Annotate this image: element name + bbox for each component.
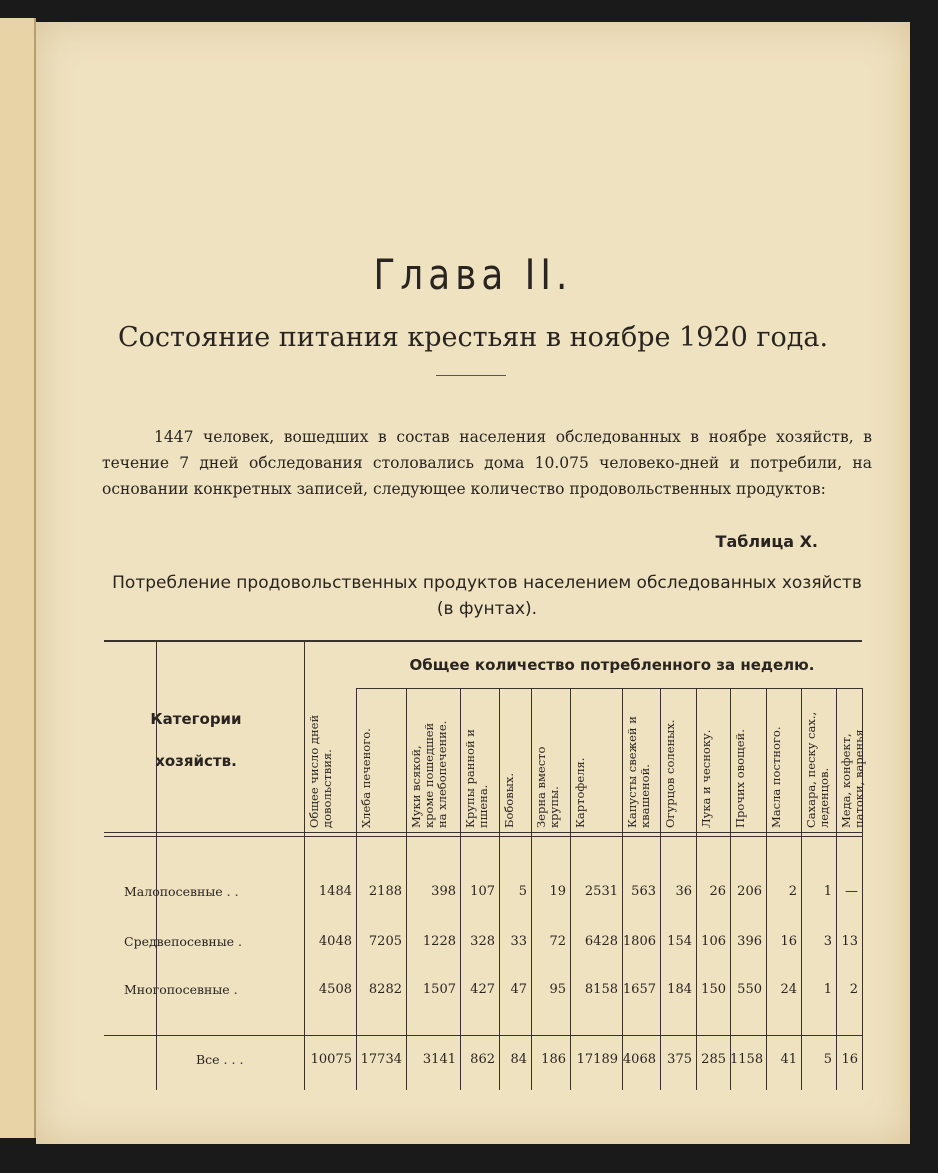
table-row-cell: 398 bbox=[431, 884, 456, 899]
table-row-cell: 1 bbox=[823, 884, 832, 899]
table-number: Таблица X. bbox=[715, 532, 818, 551]
table-row-cell: 33 bbox=[510, 934, 527, 949]
table-row-cell: 95 bbox=[549, 982, 566, 997]
column-header: Хлеба печеного. bbox=[359, 728, 373, 828]
table-row-cell: 3 bbox=[823, 934, 832, 949]
column-header: Масла постного. bbox=[769, 726, 783, 828]
book-page bbox=[36, 22, 910, 1144]
total-row-cell: 17734 bbox=[360, 1052, 402, 1067]
table-caption: Потребление продовольственных продуктов населением обследованных хозяйств (в фунтах). bbox=[112, 573, 862, 619]
category-header: Категории хозяйств. bbox=[150, 710, 242, 770]
table-row-cell: 24 bbox=[780, 982, 797, 997]
table-row-cell: 8282 bbox=[368, 982, 402, 997]
table-row-cell: 47 bbox=[510, 982, 527, 997]
table-row-cell: 2 bbox=[788, 884, 797, 899]
table-row-label: Малопосевные . . bbox=[124, 884, 239, 899]
table-left-rule bbox=[156, 640, 157, 1090]
table-row-cell: 2188 bbox=[368, 884, 402, 899]
total-row-cell: 4068 bbox=[622, 1052, 656, 1067]
table-row-cell: 2 bbox=[849, 982, 858, 997]
total-row-cell: 5 bbox=[823, 1052, 832, 1067]
table-row-cell: 154 bbox=[667, 934, 692, 949]
total-row-cell: 862 bbox=[470, 1052, 495, 1067]
table-row-cell: 1484 bbox=[318, 884, 352, 899]
table-row-cell: 7205 bbox=[368, 934, 402, 949]
total-row-cell: 41 bbox=[780, 1052, 797, 1067]
total-row-cell: 285 bbox=[701, 1052, 726, 1067]
table-row-cell: 8158 bbox=[584, 982, 618, 997]
table-row-cell: — bbox=[845, 884, 858, 899]
total-row-cell: 375 bbox=[667, 1052, 692, 1067]
column-header: Капусты свежей и квашеной. bbox=[625, 716, 652, 828]
table-row-cell: 1806 bbox=[622, 934, 656, 949]
table-row-cell: 1 bbox=[823, 982, 832, 997]
column-header: Прочих овощей. bbox=[733, 729, 747, 828]
column-header: Крупы ранной и пшена. bbox=[463, 729, 490, 828]
column-header: Зерна вместо крупы. bbox=[534, 746, 561, 828]
total-row-cell: 10075 bbox=[310, 1052, 352, 1067]
table-row-cell: 1228 bbox=[422, 934, 456, 949]
table-row-cell: 1657 bbox=[622, 982, 656, 997]
total-row-cell: 1158 bbox=[730, 1052, 764, 1067]
total-row-cell: 16 bbox=[841, 1052, 858, 1067]
column-header: Бобовых. bbox=[502, 773, 516, 828]
group-header-rule bbox=[356, 688, 862, 689]
table-row-cell: 5 bbox=[518, 884, 527, 899]
column-rule bbox=[304, 640, 305, 1090]
table-top-rule bbox=[104, 640, 862, 642]
column-header: Муки всякой, кроме пошедшей на хлебопечение. bbox=[409, 720, 449, 828]
column-header: Общее число дней довольствия. bbox=[307, 714, 334, 828]
table-row-label: Многопосевные . bbox=[124, 982, 238, 997]
chapter-subtitle: Состояние питания крестьян в ноябре 1920 года. bbox=[117, 322, 829, 353]
left-page-edge bbox=[0, 18, 36, 1138]
intro-paragraph: 1447 человек, вошедших в состав населения обследованных в ноябре хозяйств, в течение 7 дней обследования столовались дома 10.075 человеко-дней и потребили, на основании конкретных записей, следующее количество продовольственных продуктов: bbox=[102, 428, 872, 498]
header-bottom-rule bbox=[104, 832, 862, 833]
chapter-title: Глава II. bbox=[373, 250, 573, 299]
table-row-cell: 184 bbox=[667, 982, 692, 997]
column-header: Сахара, песку сах., леденцов. bbox=[804, 711, 831, 828]
table-row-cell: 328 bbox=[470, 934, 495, 949]
table-row-cell: 13 bbox=[841, 934, 858, 949]
table-row-cell: 107 bbox=[470, 884, 495, 899]
total-rule bbox=[104, 1035, 862, 1036]
table-row-cell: 6428 bbox=[584, 934, 618, 949]
table-row-cell: 72 bbox=[549, 934, 566, 949]
consumption-table bbox=[104, 640, 866, 1090]
table-row-cell: 550 bbox=[737, 982, 762, 997]
table-row-cell: 106 bbox=[701, 934, 726, 949]
table-row-cell: 396 bbox=[737, 934, 762, 949]
table-row-cell: 16 bbox=[780, 934, 797, 949]
total-row-cell: 3141 bbox=[422, 1052, 456, 1067]
total-row-cell: 84 bbox=[510, 1052, 527, 1067]
table-row-cell: 19 bbox=[549, 884, 566, 899]
table-row-cell: 4508 bbox=[318, 982, 352, 997]
table-row-cell: 26 bbox=[709, 884, 726, 899]
group-header: Общее количество потребленного за неделю. bbox=[409, 656, 815, 674]
total-row-cell: 17189 bbox=[576, 1052, 618, 1067]
column-header: Картофеля. bbox=[573, 757, 587, 828]
title-divider bbox=[436, 375, 506, 376]
column-header: Меда, конфект, патоки, варенья bbox=[839, 729, 866, 828]
table-row-cell: 2531 bbox=[584, 884, 618, 899]
total-row-cell: 186 bbox=[541, 1052, 566, 1067]
table-row-cell: 563 bbox=[631, 884, 656, 899]
table-row-cell: 427 bbox=[470, 982, 495, 997]
table-row-cell: 1507 bbox=[422, 982, 456, 997]
header-bottom-rule-2 bbox=[104, 836, 862, 837]
column-header: Лука и чесноку. bbox=[699, 729, 713, 828]
table-row-label: Средвепосевные . bbox=[124, 934, 243, 949]
table-row-cell: 36 bbox=[675, 884, 692, 899]
table-row-cell: 150 bbox=[701, 982, 726, 997]
total-row-label: Все . . . bbox=[196, 1052, 244, 1067]
table-row-cell: 4048 bbox=[318, 934, 352, 949]
table-row-cell: 206 bbox=[737, 884, 762, 899]
column-header: Огурцов соленых. bbox=[663, 719, 677, 828]
